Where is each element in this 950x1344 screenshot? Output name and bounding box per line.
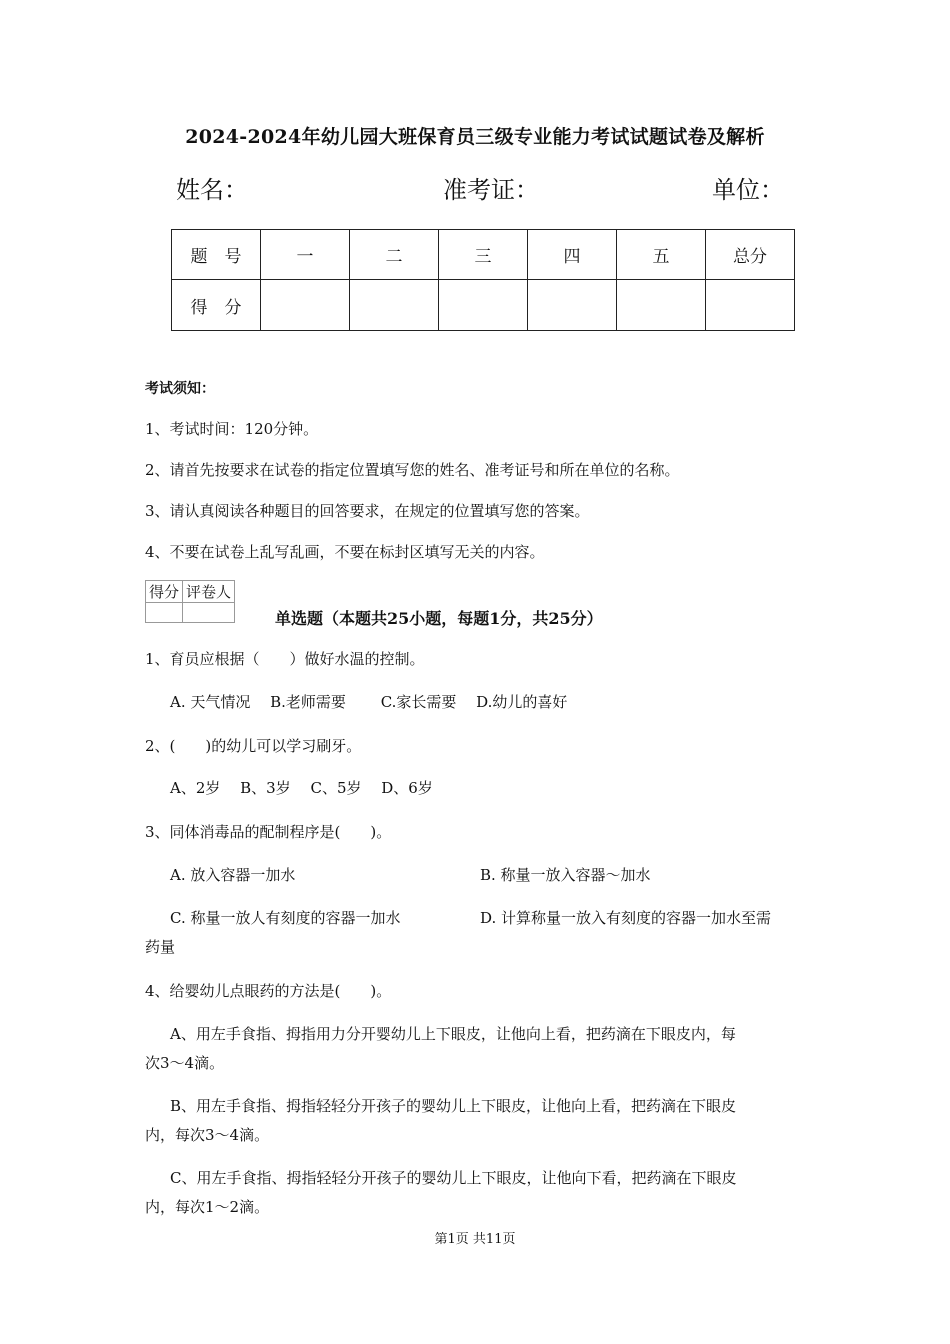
question-stem: 2、( )的幼儿可以学习刷牙。 bbox=[145, 737, 362, 755]
option-b: B. 称量一放入容器～加水 bbox=[480, 866, 651, 884]
section-title: 单选题（本题共25小题，每题1分，共25分） bbox=[275, 609, 603, 628]
score-table-header-cell: 题 号 bbox=[172, 230, 261, 280]
score-input-cell[interactable] bbox=[261, 280, 350, 331]
exam-number-field-label: 准考证： bbox=[443, 176, 539, 204]
page-footer: 第1页 共11页 bbox=[434, 1232, 516, 1247]
option-a-continued: 次3～4滴。 bbox=[145, 1054, 225, 1072]
name-field-label: 姓名： bbox=[176, 176, 248, 204]
notice-item: 4、不要在试卷上乱写乱画，不要在标封区填写无关的内容。 bbox=[145, 543, 545, 561]
option-b: B、用左手食指、拇指轻轻分开孩子的婴幼儿上下眼皮，让他向上看，把药滴在下眼皮 bbox=[170, 1097, 737, 1115]
option-a: A. 放入容器一加水 bbox=[170, 866, 296, 884]
score-input-cell[interactable] bbox=[350, 280, 439, 331]
score-input-cell[interactable] bbox=[528, 280, 617, 331]
option-a: A、用左手食指、拇指用力分开婴幼儿上下眼皮，让他向上看，把药滴在下眼皮内，每 bbox=[170, 1025, 736, 1043]
score-table-header-row bbox=[172, 230, 795, 280]
notice-item: 3、请认真阅读各种题目的回答要求，在规定的位置填写您的答案。 bbox=[145, 502, 590, 520]
score-input-cell[interactable] bbox=[439, 280, 528, 331]
question-options: A、2岁 B、3岁 C、5岁 D、6岁 bbox=[170, 779, 433, 797]
grader-reviewer-label: 评卷人 bbox=[183, 581, 235, 603]
score-input-cell[interactable] bbox=[617, 280, 706, 331]
score-table-header-cell: 总分 bbox=[706, 230, 795, 280]
option-c: C. 称量一放人有刻度的容器一加水 bbox=[170, 909, 401, 927]
option-c: C、用左手食指、拇指轻轻分开孩子的婴幼儿上下眼皮，让他向下看，把药滴在下眼皮 bbox=[170, 1169, 737, 1187]
score-row-label: 得 分 bbox=[172, 280, 261, 331]
question-stem: 4、给婴幼儿点眼药的方法是( )。 bbox=[145, 982, 392, 1000]
question-stem: 3、同体消毒品的配制程序是( )。 bbox=[145, 823, 392, 841]
question-stem: 1、育员应根据（ ）做好水温的控制。 bbox=[145, 650, 425, 668]
score-table-header-cell: 三 bbox=[439, 230, 528, 280]
notice-heading: 考试须知： bbox=[145, 381, 215, 397]
score-table bbox=[171, 229, 795, 331]
score-table-score-row bbox=[172, 280, 795, 331]
grader-score-cell[interactable] bbox=[146, 603, 183, 623]
unit-field-label: 单位： bbox=[712, 176, 784, 204]
score-table-header-cell: 五 bbox=[617, 230, 706, 280]
grader-reviewer-cell[interactable] bbox=[183, 603, 235, 623]
grader-box bbox=[145, 580, 235, 623]
option-d-continued: 药量 bbox=[145, 938, 176, 956]
score-input-cell[interactable] bbox=[706, 280, 795, 331]
option-c-continued: 内，每次1～2滴。 bbox=[145, 1198, 270, 1216]
score-table-header-cell: 一 bbox=[261, 230, 350, 280]
option-d: D. 计算称量一放入有刻度的容器一加水至需 bbox=[480, 909, 772, 927]
notice-item: 2、请首先按要求在试卷的指定位置填写您的姓名、准考证号和所在单位的名称。 bbox=[145, 461, 680, 479]
option-b-continued: 内，每次3～4滴。 bbox=[145, 1126, 270, 1144]
score-table-header-cell: 二 bbox=[350, 230, 439, 280]
question-options: A. 天气情况 B.老师需要 C.家长需要 D.幼儿的喜好 bbox=[170, 693, 568, 711]
page-title: 2024-2024年幼儿园大班保育员三级专业能力考试试题试卷及解析 bbox=[185, 126, 765, 148]
notice-item: 1、考试时间：120分钟。 bbox=[145, 420, 319, 438]
grader-score-label: 得分 bbox=[146, 581, 183, 603]
score-table-header-cell: 四 bbox=[528, 230, 617, 280]
